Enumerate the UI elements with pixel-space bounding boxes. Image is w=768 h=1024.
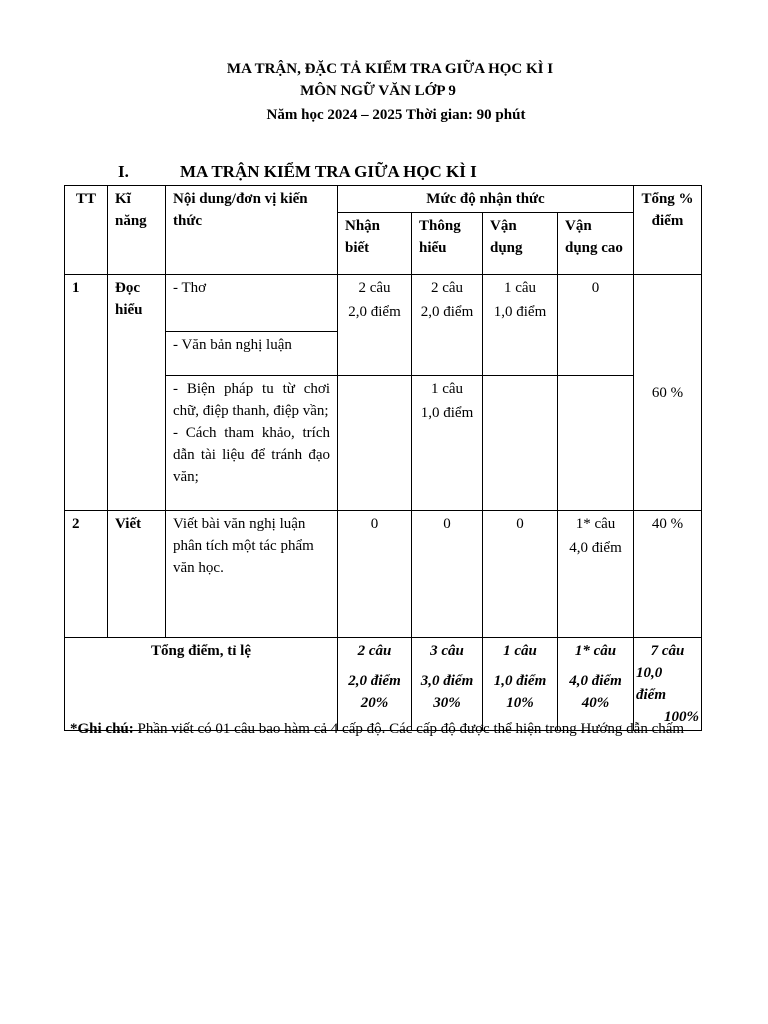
totals-label: Tổng điểm, tỉ lệ (65, 638, 338, 731)
totals-recognize-pct: 20% (360, 695, 389, 711)
subject-title: MÔN NGỮ VĂN LỚP 9 (300, 83, 456, 99)
header-level-group: Mức độ nhận thức (338, 186, 634, 213)
row1-apply-high: 0 (558, 275, 634, 376)
totals-understand-pct: 30% (433, 695, 461, 711)
totals-apply-high (558, 638, 634, 731)
table-row (65, 275, 702, 332)
row1-recognize-q: 2 câu (358, 280, 391, 296)
totals-apply (483, 638, 558, 731)
header-apply-high: Vận dụng cao (558, 213, 634, 275)
row2-recognize: 0 (338, 511, 412, 638)
totals-apply-p: 1,0 điểm (493, 673, 547, 689)
row1-understand-q: 2 câu (430, 280, 464, 296)
table-header-row (65, 186, 702, 213)
row2-skill: Viết (108, 511, 166, 638)
row1b-understand-p: 1,0 điểm (420, 405, 474, 421)
section-number: I. (118, 162, 129, 181)
totals-apply-pct: 10% (506, 695, 534, 711)
row1-content-rhetoric (166, 376, 338, 511)
row1-content-rhetoric-b: - Cách tham khảo, trích dẫn tài liệu để tránh đạo văn; (173, 425, 330, 485)
row2-content: Viết bài văn nghị luận phân tích một tác phẩm văn học. (166, 511, 338, 638)
row2-apply-high-q: 1* câu (575, 516, 616, 532)
row1-recognize (338, 275, 412, 376)
row1-tt: 1 (65, 275, 108, 511)
row1-total: 60 % (634, 275, 702, 511)
row1b-understand-q: 1 câu (430, 381, 464, 397)
row1b-apply-high (558, 376, 634, 511)
header-total: Tổng % điểm (634, 186, 702, 275)
totals-understand-p: 3,0 điểm (420, 673, 474, 689)
row1b-apply (483, 376, 558, 511)
totals-recognize-q: 2 câu (357, 643, 392, 659)
row2-apply: 0 (483, 511, 558, 638)
row1-apply-q: 1 câu (503, 280, 537, 296)
totals-grand-p1: 10,0 (636, 665, 663, 681)
footnote-label: *Ghi chú: (70, 721, 134, 737)
totals-apply-high-p: 4,0 điểm (569, 673, 622, 689)
row2-understand: 0 (412, 511, 483, 638)
row1-understand-p: 2,0 điểm (420, 304, 474, 320)
totals-grand (634, 638, 702, 731)
header-understand: Thông hiểu (412, 213, 483, 275)
row1-recognize-p: 2,0 điểm (348, 304, 401, 320)
row1-apply-p: 1,0 điểm (493, 304, 547, 320)
row2-apply-high-p: 4,0 điểm (569, 540, 622, 556)
row1-understand (412, 275, 483, 376)
header-recognize: Nhận biết (338, 213, 412, 275)
totals-recognize (338, 638, 412, 731)
totals-apply-high-pct: 40% (581, 695, 610, 711)
header-tt: TT (65, 186, 108, 275)
document-title: MA TRẬN, ĐẶC TẢ KIỂM TRA GIỮA HỌC KÌ I (226, 61, 554, 77)
footnote-text: Phần viết có 01 câu bao hàm cả 4 cấp độ. Các cấp độ được thể hiện trong Hướng dẫn chấm (133, 721, 685, 737)
row2-tt: 2 (65, 511, 108, 638)
row2-total: 40 % (634, 511, 702, 638)
row1-skill: Đọc hiểu (108, 275, 166, 511)
totals-grand-p2: điểm (636, 687, 666, 703)
table-total-row (65, 638, 702, 731)
totals-understand-q: 3 câu (430, 643, 464, 659)
row1-apply (483, 275, 558, 376)
school-year-line: Năm học 2024 – 2025 Thời gian: 90 phút (266, 107, 526, 123)
assessment-matrix-table (64, 185, 702, 731)
row1b-understand (412, 376, 483, 511)
totals-grand-q: 7 câu (650, 643, 685, 659)
row2-apply-high (558, 511, 634, 638)
row1-content-poetry: - Thơ (166, 275, 338, 332)
row1-content-rhetoric-a: - Biện pháp tu từ chơi chữ, điệp thanh, điệp vần; (173, 381, 330, 419)
footnote (70, 718, 730, 740)
header-apply: Vận dụng (483, 213, 558, 275)
totals-grand-pct: 100% (664, 709, 699, 725)
totals-apply-q: 1 câu (503, 643, 537, 659)
row1b-recognize (338, 376, 412, 511)
table-row (65, 511, 702, 638)
header-skill: Kĩ năng (108, 186, 166, 275)
totals-apply-high-q: 1* câu (574, 643, 617, 659)
row1-content-argument: - Văn bản nghị luận (166, 332, 338, 376)
section-title: MA TRẬN KIỂM TRA GIỮA HỌC KÌ I (180, 162, 477, 181)
totals-recognize-p: 2,0 điểm (348, 673, 401, 689)
header-content: Nội dung/đơn vị kiến thức (166, 186, 338, 275)
totals-understand (412, 638, 483, 731)
